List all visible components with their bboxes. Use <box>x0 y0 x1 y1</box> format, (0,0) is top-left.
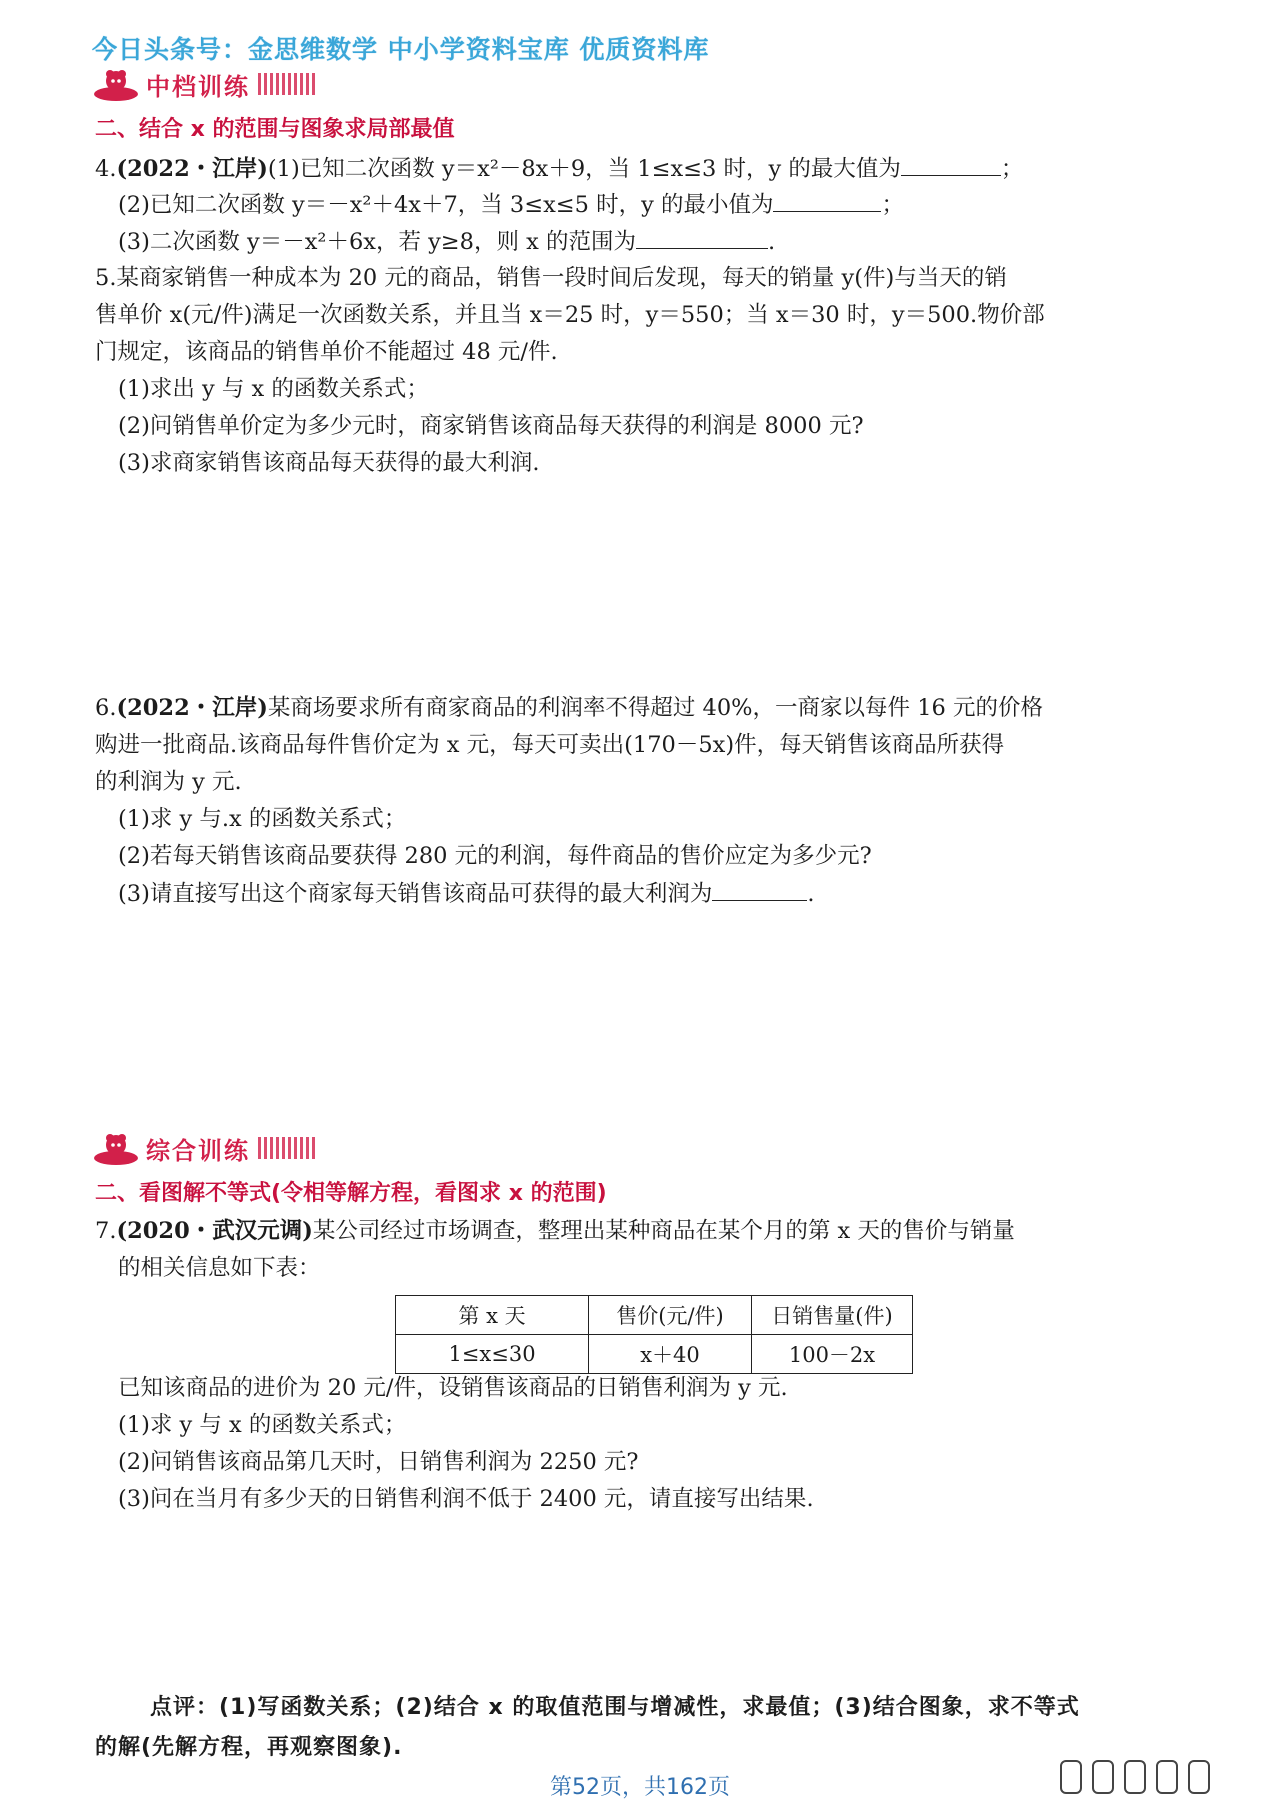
banner-hatch <box>258 1137 316 1159</box>
grip-bar <box>1156 1760 1178 1794</box>
q6-part3-end: . <box>807 881 815 907</box>
q6-line3: 的利润为 y 元. <box>95 769 242 795</box>
data-table <box>395 1295 913 1374</box>
answer-blank[interactable] <box>773 189 881 212</box>
table-header-cell: 售价(元/件) <box>589 1296 752 1335</box>
table-row <box>396 1335 913 1374</box>
table-cell: 100－2x <box>752 1335 913 1374</box>
q7-line1 <box>95 1216 1015 1246</box>
q5-line1: 5.某商家销售一种成本为 20 元的商品，销售一段时间后发现，每天的销量 y(件)与当天的销 <box>95 265 1007 291</box>
comment-line1: 点评：(1)写函数关系；(2)结合 x 的取值范围与增减性，求最值；(3)结合图象，求不等式 <box>150 1695 1080 1720</box>
table-cell: x＋40 <box>589 1335 752 1374</box>
q6-line1 <box>95 693 1043 723</box>
banner-label: 中档训练 <box>146 72 250 101</box>
page-number: 第52页，共162页 <box>550 1775 730 1800</box>
q4-line1 <box>95 153 1023 184</box>
q6-line2: 购进一批商品.该商品每件售价定为 x 元，每天可卖出(170－5x)件，每天销售该商品所获得 <box>95 732 1005 758</box>
table-header-cell: 日销售量(件) <box>752 1296 913 1335</box>
q5-part1: (1)求出 y 与 x 的函数关系式； <box>118 376 429 402</box>
q4-part3-end: . <box>767 229 776 255</box>
table-header-cell: 第 x 天 <box>396 1296 589 1335</box>
q7-line2: 的相关信息如下表： <box>118 1255 321 1281</box>
banner-label: 综合训练 <box>146 1136 250 1165</box>
q6-part3: (3)请直接写出这个商家每天销售该商品可获得的最大利润为 <box>118 881 713 907</box>
q4-number: 4. <box>95 156 117 182</box>
q4-part2: (2)已知二次函数 y＝－x²＋4x＋7，当 3≤x≤5 时，y 的最小值为 <box>118 192 774 218</box>
q5-line2: 售单价 x(元/件)满足一次函数关系，并且当 x＝25 时，y＝550；当 x＝30 时，y＝500.物价部 <box>95 302 1045 328</box>
answer-blank[interactable] <box>901 153 1001 176</box>
q7-part1: (1)求 y 与 x 的函数关系式； <box>118 1412 407 1438</box>
q7-part2: (2)问销售该商品第几天时，日销售利润为 2250 元? <box>118 1449 639 1475</box>
q7-line3: 已知该商品的进价为 20 元/件，设销售该商品的日销售利润为 y 元. <box>118 1375 788 1401</box>
q6-part2: (2)若每天销售该商品要获得 280 元的利润，每件商品的售价应定为多少元? <box>118 843 872 869</box>
q6-source: (2022・江岸) <box>116 695 268 721</box>
comment-line2: 的解(先解方程，再观察图象). <box>95 1735 403 1760</box>
section-title: 二、结合 x 的范围与图象求局部最值 <box>95 117 455 142</box>
q6-line-part3 <box>118 878 815 909</box>
q7-line1-text: 某公司经过市场调查，整理出某种商品在某个月的第 x 天的售价与销量 <box>312 1218 1015 1244</box>
answer-blank[interactable] <box>636 226 768 249</box>
q4-part1: (1)已知二次函数 y＝x²－8x＋9，当 1≤x≤3 时，y 的最大值为 <box>267 156 901 182</box>
q4-part1-end: ； <box>1000 156 1024 182</box>
grip-bar <box>1188 1760 1210 1794</box>
q7-number: 7. <box>95 1218 117 1244</box>
q5-part3: (3)求商家销售该商品每天获得的最大利润. <box>118 450 540 476</box>
banner-comprehensive-training <box>92 1130 316 1166</box>
q6-line1-text: 某商场要求所有商家商品的利润率不得超过 40%，一商家以每件 16 元的价格 <box>267 695 1043 721</box>
q6-part1: (1)求 y 与.x 的函数关系式； <box>118 806 407 832</box>
q4-part3: (3)二次函数 y＝－x²＋6x，若 y≥8，则 x 的范围为 <box>118 229 636 255</box>
grip-bar <box>1060 1760 1082 1794</box>
q4-line2 <box>118 189 904 220</box>
banner-hatch <box>258 73 316 95</box>
q6-number: 6. <box>95 695 117 721</box>
banner-mid-training <box>92 66 316 102</box>
page-scroll-handle[interactable] <box>1060 1760 1210 1794</box>
table-cell: 1≤x≤30 <box>396 1335 589 1374</box>
section-title: 二、看图解不等式(令相等解方程，看图求 x 的范围) <box>95 1181 607 1206</box>
table-header-row <box>396 1296 913 1335</box>
q4-part2-end: ； <box>881 192 904 218</box>
q4-source: (2022・江岸) <box>116 156 268 182</box>
answer-blank[interactable] <box>712 878 807 901</box>
q7-part3: (3)问在当月有多少天的日销售利润不低于 2400 元，请直接写出结果. <box>118 1486 814 1512</box>
q5-part2: (2)问销售单价定为多少元时，商家销售该商品每天获得的利润是 8000 元? <box>118 413 864 439</box>
header-watermark: 今日头条号：金思维数学 中小学资料宝库 优质资料库 <box>92 35 710 64</box>
grip-bar <box>1092 1760 1114 1794</box>
q4-line3 <box>118 226 775 257</box>
mascot-icon <box>92 66 140 102</box>
grip-bar <box>1124 1760 1146 1794</box>
q7-source: (2020・武汉元调) <box>116 1218 313 1244</box>
mascot-icon <box>92 1130 140 1166</box>
q5-line3: 门规定，该商品的销售单价不能超过 48 元/件. <box>95 339 558 365</box>
